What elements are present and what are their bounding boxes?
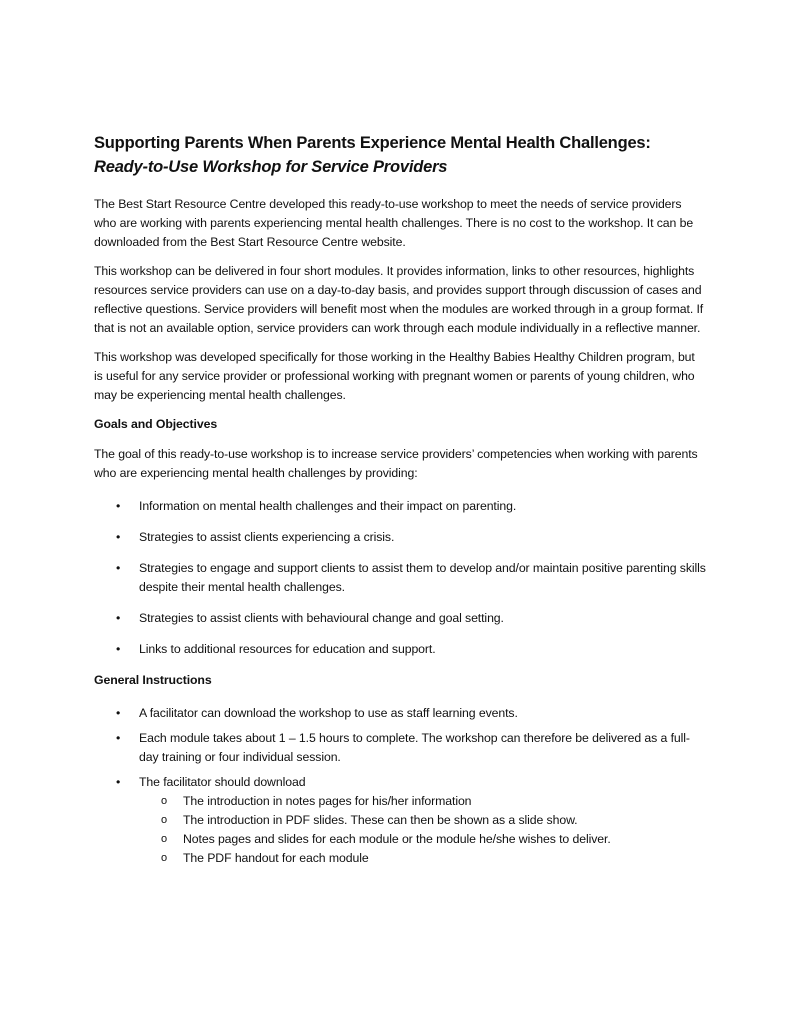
intro-paragraph-3: This workshop was developed specifically for those working in the Healthy Babies Healthy Children program, but is useful for any service provider or professional working with pregnant women or parents of young children, who may be experiencing mental health challenges. [94,350,695,402]
goals-list-item: • Information on mental health challenges and their impact on parenting. [94,497,706,516]
document-page [94,131,706,868]
goals-list-item: • Strategies to assist clients experiencing a crisis. [94,528,706,547]
download-sublist-item: o The introduction in notes pages for his/her information [139,792,706,811]
goals-list [94,497,706,659]
download-sublist [139,792,706,868]
document-subtitle: Ready-to-Use Workshop for Service Providers [94,158,448,176]
download-sublist-item: o Notes pages and slides for each module or the module he/she wishes to deliver. [139,830,706,849]
goals-heading: Goals and Objectives [94,417,218,431]
download-sublist-item: o The PDF handout for each module [139,849,706,868]
document-title: Supporting Parents When Parents Experience Mental Health Challenges: [94,134,651,152]
intro-paragraph-1: The Best Start Resource Centre developed this ready-to-use workshop to meet the needs of service providers who are working with parents experiencing mental health challenges. There is no cost to the workshop. It can be downloaded from the Best Start Resource Centre website. [94,197,694,249]
goals-lead: The goal of this ready-to-use workshop is to increase service providers’ competencies when working with parents who are experiencing mental health challenges by providing: [94,447,698,480]
instructions-list-item-text: The facilitator should download [139,775,306,789]
instructions-list-item: • A facilitator can download the workshop to use as staff learning events. [94,704,706,723]
instructions-list-item: • Each module takes about 1 – 1.5 hours to complete. The workshop can therefore be delivered as a full-day training or four individual session. [94,729,706,767]
goals-list-item: • Links to additional resources for education and support. [94,640,706,659]
instructions-heading: General Instructions [94,673,212,687]
instructions-list [94,704,706,868]
intro-paragraph-2: This workshop can be delivered in four short modules. It provides information, links to other resources, highlights resources service providers can use on a day-to-day basis, and provides support through discussion of cases and reflective questions. Service providers will benefit most when the modules are worked through in a group format. If that is not an available option, service providers can work through each module individually in a reflective manner. [94,264,704,335]
goals-list-item: • Strategies to engage and support clients to assist them to develop and/or maintain positive parenting skills despite their mental health challenges. [94,559,706,597]
download-sublist-item: o The introduction in PDF slides. These can then be shown as a slide show. [139,811,706,830]
instructions-list-item [94,773,706,868]
goals-list-item: • Strategies to assist clients with behavioural change and goal setting. [94,609,706,628]
